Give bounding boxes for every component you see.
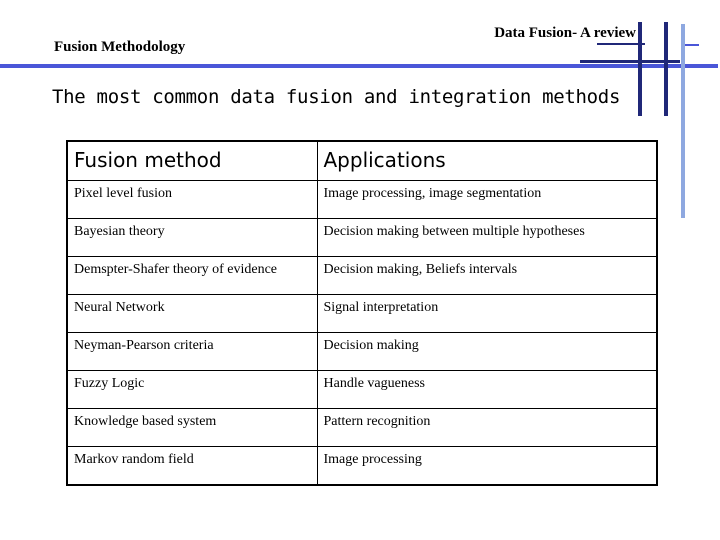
cell-fusion-method: Fuzzy Logic xyxy=(67,371,317,409)
cell-fusion-method: Demspter-Shafer theory of evidence xyxy=(67,257,317,295)
table-row xyxy=(67,333,657,371)
header-right-title: Data Fusion- A review xyxy=(494,25,636,41)
table-row xyxy=(67,181,657,219)
decor-vertical-line-3 xyxy=(681,24,685,218)
slide-title: The most common data fusion and integration methods xyxy=(52,86,621,108)
cell-application: Decision making, Beliefs intervals xyxy=(317,257,657,295)
cell-application: Handle vagueness xyxy=(317,371,657,409)
decor-horizontal-line xyxy=(0,64,718,68)
fusion-methods-table xyxy=(66,140,658,486)
cell-application: Image processing, image segmentation xyxy=(317,181,657,219)
cell-fusion-method: Neural Network xyxy=(67,295,317,333)
column-header-applications: Applications xyxy=(317,141,657,181)
table-row xyxy=(67,447,657,486)
table-header-row xyxy=(67,141,657,181)
cell-fusion-method: Neyman-Pearson criteria xyxy=(67,333,317,371)
header-left-title: Fusion Methodology xyxy=(54,39,186,55)
cell-fusion-method: Markov random field xyxy=(67,447,317,486)
cell-application: Image processing xyxy=(317,447,657,486)
cell-application: Decision making between multiple hypotheses xyxy=(317,219,657,257)
decor-vertical-line-1 xyxy=(638,22,642,116)
decor-vertical-line-2 xyxy=(664,22,668,116)
table-row xyxy=(67,295,657,333)
cell-fusion-method: Pixel level fusion xyxy=(67,181,317,219)
cell-fusion-method: Bayesian theory xyxy=(67,219,317,257)
table-row xyxy=(67,371,657,409)
column-header-fusion-method: Fusion method xyxy=(67,141,317,181)
decor-horizontal-line-right xyxy=(683,44,699,46)
table-row xyxy=(67,219,657,257)
cell-application: Signal interpretation xyxy=(317,295,657,333)
cell-fusion-method: Knowledge based system xyxy=(67,409,317,447)
cell-application: Pattern recognition xyxy=(317,409,657,447)
cell-application: Decision making xyxy=(317,333,657,371)
table-row xyxy=(67,257,657,295)
table-row xyxy=(67,409,657,447)
